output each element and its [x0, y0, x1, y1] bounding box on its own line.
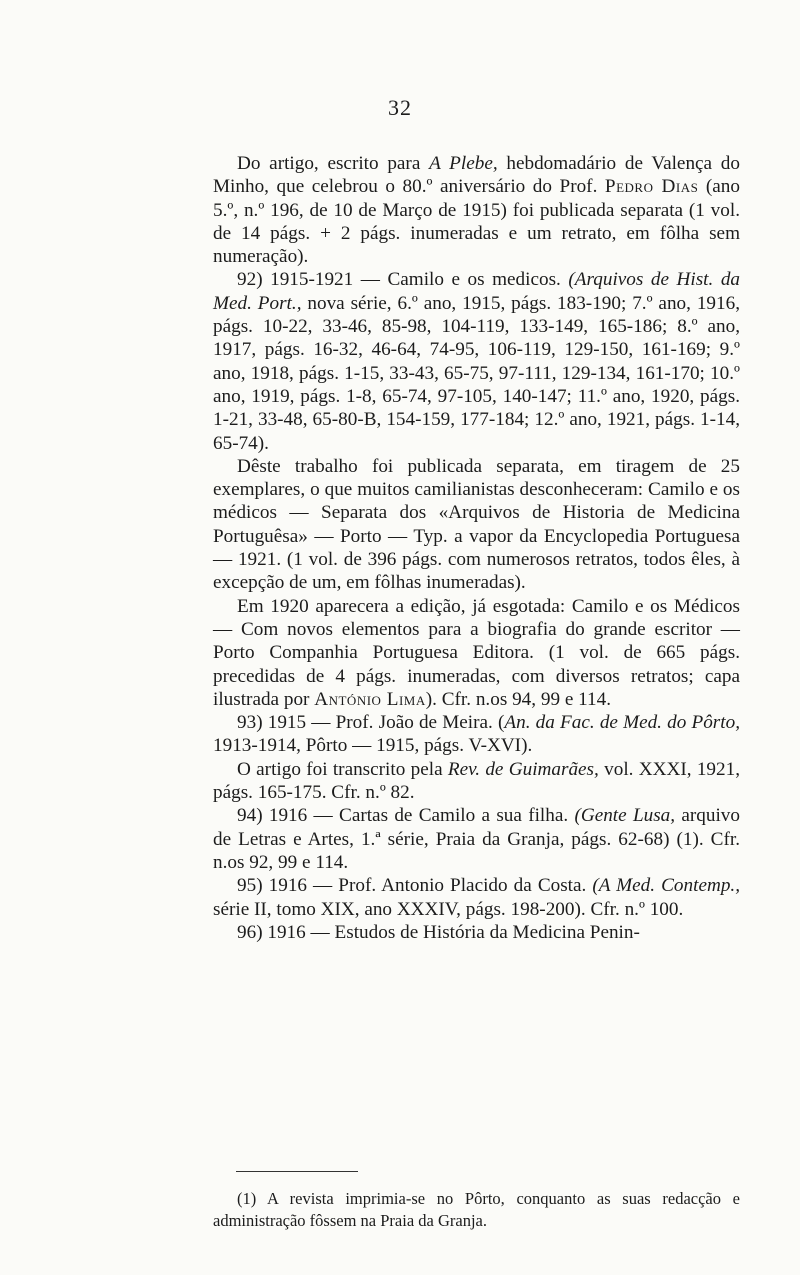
text-segment: 95) 1916 — Prof. Antonio Placido da Costa. [237, 875, 593, 897]
text-segment: (ano 5.º, n.º 196, de 10 de Março de 1915) foi publicada separata (1 vol. de 14 págs. + 2 págs. inumeradas e um retrato, em fôlha sem numeração). [213, 176, 740, 268]
paragraph-p4 [213, 595, 740, 711]
text-segment: António Lima [314, 688, 426, 710]
paragraph-p8 [213, 874, 740, 921]
text-segment: An. da Fac. de Med. do Pôrto, [504, 712, 740, 734]
text-segment: Pedro Dias [604, 176, 699, 198]
text-segment: 92) 1915-1921 — Camilo e os medicos. [237, 269, 569, 291]
footnote-rule [236, 1171, 358, 1172]
text-segment: série II, tomo XIX, ano XXXIV, págs. 198-200). Cfr. n.º 100. [213, 898, 684, 920]
paragraph-p5 [213, 711, 740, 758]
paragraph-p1 [213, 152, 740, 268]
text-segment: Rev. de Guimarães, [447, 758, 599, 780]
text-segment: 96) 1916 — Estudos de História da Medicina Penin- [237, 921, 640, 943]
paragraph-p3 [213, 455, 740, 595]
text-segment: ). Cfr. n.os 94, 99 e 114. [425, 688, 612, 710]
text-segment: 1913-1914, Pôrto — 1915, págs. V-XVI). [213, 735, 533, 757]
text-segment: O artigo foi transcrito pela [237, 758, 448, 780]
text-segment: (Gente Lusa, [574, 805, 676, 827]
text-segment: vol. XXXI, 1921, págs. 165-175. Cfr. n.º 82. [213, 758, 740, 804]
body-text [213, 152, 740, 944]
page-number: 32 [388, 95, 412, 120]
footnote: (1) A revista imprimia-se no Pôrto, conquanto as suas redacção e administração fôssem na Praia da Granja. [213, 1189, 740, 1230]
text-segment: arquivo de Letras e Artes, 1.ª série, Praia da Granja, págs. 62-68) (1). Cfr. n.os 92, 99 e 114. [213, 805, 740, 873]
text-segment: Dêste trabalho foi publicada separata, em tiragem de 25 exemplares, o que muitos camilianistas desconheceram: Camilo e os médicos — Separata dos «Arquivos de Historia de Medicina Portuguêsa» — Porto — Typ. a vapor da Encyclopedia Portuguesa — 1921. (1 vol. de 396 págs. com numerosos retratos, todos êles, à excepção de um, em fôlhas inumeradas). [213, 455, 740, 594]
text-segment: Do artigo, escrito para [237, 153, 430, 174]
text-segment: (Arquivos de Hist. da Med. Port., [213, 269, 741, 314]
paragraph-p9 [213, 921, 740, 944]
paragraph-p7 [213, 804, 740, 874]
text-segment: nova série, 6.º ano, 1915, págs. 183-190; 7.º ano, 1916, págs. 10-22, 33-46, 85-98, 104-119, 133-149, 165-186; 8.º ano, 1917, págs. 16-32, 46-64, 74-95, 106-119, 129-150, 161-169; 9.º ano, 1918, págs. 1-15, 33-43, 65-75, 97-111, 129-134, 161-170; 10.º ano, 1919, págs. 1-8, 65-74, 97-105, 140-147; 11.º ano, 1920, págs. 1-21, 33-48, 65-80-B, 154-159, 177-184; 12.º ano, 1921, págs. 1-14, 65-74). [213, 292, 740, 454]
paragraph-p2 [213, 268, 740, 454]
text-segment: 93) 1915 — Prof. João de Meira. ( [237, 712, 505, 734]
text-segment: A Plebe, [429, 153, 498, 174]
paragraph-p6 [213, 758, 740, 805]
text-segment: hebdomadário de Valença do Minho, que celebrou o 80.º aniversário do Prof. [213, 153, 740, 198]
text-segment: (A Med. Contemp., [592, 875, 741, 897]
text-segment: Em 1920 aparecera a edição, já esgotada: Camilo e os Médicos — Com novos elementos para a biografia do grande escritor — Porto Companhia Portuguesa Editora. (1 vol. de 665 págs. precedidas de 4 págs. inumeradas, com diversos retratos; capa ilustrada por [213, 595, 740, 710]
text-segment: 94) 1916 — Cartas de Camilo a sua filha. [237, 805, 575, 827]
